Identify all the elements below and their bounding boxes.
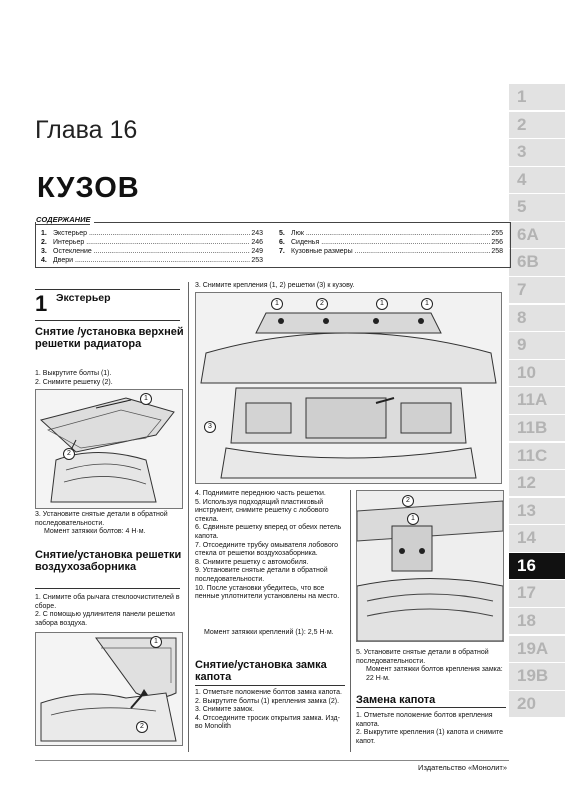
- toc-text: Остекление .....: [53, 247, 250, 256]
- figure-radiator-grille: 1 2: [35, 389, 183, 509]
- chapter-tabs: [509, 84, 565, 718]
- tab-19b[interactable]: 19B: [509, 663, 565, 689]
- toc-text: Двери .....: [53, 256, 250, 265]
- tab-19a[interactable]: 19A: [509, 636, 565, 662]
- grille-steps: 4. Поднимите переднюю часть решетки. 5. Используя подходящий пластиковый инструмент, снимите решетку с лобового стекла. 6. Сдвиньте решетку вперед от обеих петель капота. 7. Отсоедините трубку омывателя лобового стекла от решетки воздухозаборника. 8. Снимите решетку с автомобиля. 9. Установите снятые детали в обратной последовательности. 10. После установки убедитесь, что все пенные уплотнители установлены на место.: [195, 490, 342, 601]
- tab-14[interactable]: 14: [509, 525, 565, 551]
- hood-replacement-steps: 1. Отметьте положение болтов крепления капота. 2. Выкрутите крепления (1) капота и снимите капот.: [356, 712, 504, 745]
- hood-lock-torque: Момент затяжки болтов крепления замка: 22 Н·м.: [366, 666, 503, 682]
- tab-7[interactable]: 7: [509, 277, 565, 303]
- toc-page: 255: [491, 230, 503, 237]
- toc-entry[interactable]: [279, 229, 503, 238]
- toc-number: 2.: [41, 239, 47, 246]
- toc-heading: СОДЕРЖАНИЕ: [36, 215, 94, 224]
- page-title: КУЗОВ: [37, 172, 140, 204]
- toc-entry[interactable]: [279, 238, 503, 247]
- radiator-torque: Момент затяжки болтов: 4 Н·м.: [44, 528, 146, 535]
- toc-page: 253: [251, 257, 263, 264]
- grille-step3: 3. Снимите крепления (1, 2) решетки (3) к кузову.: [195, 282, 355, 289]
- grille-torque: Момент затяжки креплений (1): 2,5 Н·м.: [204, 629, 334, 636]
- section-title: Экстерьер: [56, 292, 111, 304]
- heading-hood-replacement: Замена капота: [356, 694, 436, 706]
- toc-number: 6.: [279, 239, 285, 246]
- air-intake-steps: 1. Снимите оба рычага стеклоочистителей в сборе. 2. С помощью удлинителя панели решетки забора воздуха.: [35, 594, 180, 627]
- hood-lock-steps: 1. Отметьте положение болтов замка капота. 2. Выкрутите болты (1) крепления замка (2). 3. Снимите замок. 4. Отсоедините тросик открытия замка. Изд-во Monolith: [195, 689, 342, 731]
- toc-text: Люк .....: [291, 229, 490, 238]
- radiator-steps: 1. Выкрутите болты (1). 2. Снимите решетку (2).: [35, 370, 113, 386]
- tab-5[interactable]: 5: [509, 194, 565, 220]
- toc-text: Сиденья .....: [291, 238, 490, 247]
- hood-lock-step5: 5. Установите снятые детали в обратной последовательности.: [356, 649, 489, 665]
- section-number: 1: [35, 291, 48, 316]
- tab-12[interactable]: 12: [509, 470, 565, 496]
- tab-11a[interactable]: 11A: [509, 387, 565, 413]
- toc-page: 258: [491, 248, 503, 255]
- toc-number: 3.: [41, 248, 47, 255]
- toc-number: 1.: [41, 230, 47, 237]
- figure-engine-bay: 1 2 1 1 3: [195, 292, 502, 484]
- tab-10[interactable]: 10: [509, 360, 565, 386]
- tab-11b[interactable]: 11B: [509, 415, 565, 441]
- toc-entry[interactable]: [41, 238, 263, 247]
- toc-entry[interactable]: [41, 247, 263, 256]
- toc-text: Экстерьер .....: [53, 229, 250, 238]
- tab-17[interactable]: 17: [509, 580, 565, 606]
- toc-number: 7.: [279, 248, 285, 255]
- tab-18[interactable]: 18: [509, 608, 565, 634]
- table-of-contents: [35, 215, 511, 268]
- toc-page: 256: [491, 239, 503, 246]
- toc-number: 4.: [41, 257, 47, 264]
- tab-11c[interactable]: 11C: [509, 443, 565, 469]
- tab-1[interactable]: 1: [509, 84, 565, 110]
- tab-4[interactable]: 4: [509, 167, 565, 193]
- tab-6a[interactable]: 6A: [509, 222, 565, 248]
- chapter-label: Глава 16: [35, 116, 138, 144]
- heading-radiator-grille: Снятие /установка верхней решетки радиатора: [35, 326, 184, 350]
- tab-6b[interactable]: 6B: [509, 249, 565, 275]
- toc-entry[interactable]: [41, 256, 263, 265]
- toc-page: 243: [251, 230, 263, 237]
- heading-hood-lock: Снятие/установка замка капота: [195, 659, 327, 683]
- toc-number: 5.: [279, 230, 285, 237]
- heading-air-intake-grille: Снятие/установка решетки воздухозаборника: [35, 549, 182, 573]
- toc-text: Кузовные размеры .....: [291, 247, 490, 256]
- tab-16[interactable]: 16: [509, 553, 565, 579]
- tab-3[interactable]: 3: [509, 139, 565, 165]
- toc-page: 249: [251, 248, 263, 255]
- toc-text: Интерьер .....: [53, 238, 250, 247]
- toc-entry[interactable]: [279, 247, 503, 256]
- figure-hood-lock: 2 1: [356, 490, 504, 642]
- publisher-footer: Издательство «Монолит»: [418, 763, 507, 772]
- tab-13[interactable]: 13: [509, 498, 565, 524]
- toc-entry[interactable]: [41, 229, 263, 238]
- figure-air-intake: 1 2: [35, 632, 183, 746]
- tab-9[interactable]: 9: [509, 332, 565, 358]
- tab-8[interactable]: 8: [509, 305, 565, 331]
- toc-page: 246: [251, 239, 263, 246]
- tab-20[interactable]: 20: [509, 691, 565, 717]
- radiator-step3: 3. Установите снятые детали в обратной последовательности.: [35, 511, 168, 527]
- tab-2[interactable]: 2: [509, 112, 565, 138]
